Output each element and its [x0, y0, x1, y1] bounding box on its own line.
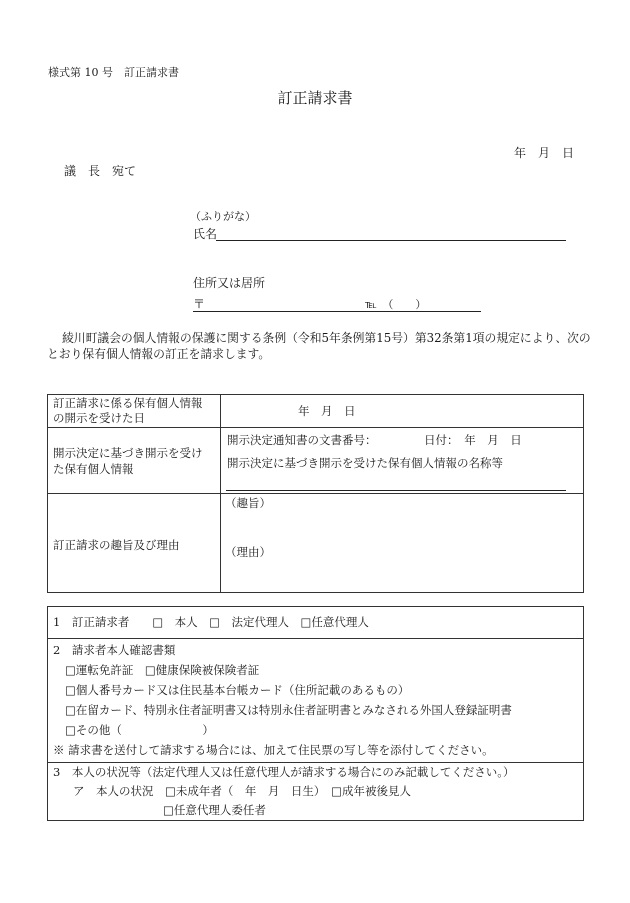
page-title: 訂正請求書: [277, 89, 353, 107]
id-docs-title: 2 請求者本人確認書類: [53, 643, 176, 657]
address-label: 住所又は居所: [193, 276, 266, 290]
row2-name: 開示決定に基づき開示を受けた保有個人情報の名称等: [227, 456, 503, 470]
id-docs-note: ※ 請求書を送付して請求する場合には、加えて住民票の写し等を添付してください。: [53, 743, 494, 757]
address-underline: [193, 311, 481, 312]
row3-purpose: （趣旨）: [225, 496, 271, 510]
postal-mark: 〒: [193, 297, 206, 311]
form-number: 様式第 10 号 訂正請求書: [48, 66, 179, 79]
row1-value: 年 月 日: [298, 404, 356, 418]
tel-label: ℡ （ ）: [365, 298, 427, 311]
id-doc-item: □運転免許証 □健康保険被保険者証: [65, 663, 260, 677]
status-title: 3 本人の状況等（法定代理人又は任意代理人が請求する場合にのみ記載してください。）: [53, 765, 515, 779]
row2-date: 日付： 年 月 日: [424, 433, 522, 447]
row2-underline: [226, 490, 566, 491]
row2-doc-number: 開示決定通知書の文書番号：: [227, 433, 377, 447]
id-doc-item: □在留カード、特別永住者証明書又は特別永住者証明書とみなされる外国人登録証明書: [65, 703, 512, 717]
body-text-1: 綾川町議会の個人情報の保護に関する条例（令和5年条例第15号）第32条第1項の規定により、次の: [62, 331, 591, 345]
row3-label: 訂正請求の趣旨及び理由: [53, 538, 180, 552]
status-line-1: ア 本人の状況 □未成年者（ 年 月 日生） □成年被後見人: [73, 784, 411, 798]
row2-label-2: た保有個人情報: [53, 462, 134, 476]
row3-reason: （理由）: [225, 545, 271, 559]
row2-label-1: 開示決定に基づき開示を受け: [53, 446, 203, 460]
addressee: 議 長 宛て: [64, 164, 137, 178]
status-line-2: □任意代理人委任者: [163, 803, 266, 817]
row1-label-1: 訂正請求に係る保有個人情報: [53, 396, 203, 410]
row1-label-2: の開示を受けた日: [53, 411, 145, 425]
name-underline: [216, 240, 566, 241]
name-label: 氏名: [193, 227, 218, 241]
id-doc-item: □その他（ ）: [65, 723, 214, 737]
requester-type: 1 訂正請求者 □ 本人 □ 法定代理人 □任意代理人: [53, 615, 369, 629]
furigana-label: （ふりがな）: [190, 210, 256, 223]
body-text-2: とおり保有個人情報の訂正を請求します。: [47, 347, 271, 361]
id-doc-item: □個人番号カード又は住民基本台帳カード（住所記載のあるもの）: [65, 683, 410, 697]
date-line: 年 月 日: [514, 146, 575, 160]
